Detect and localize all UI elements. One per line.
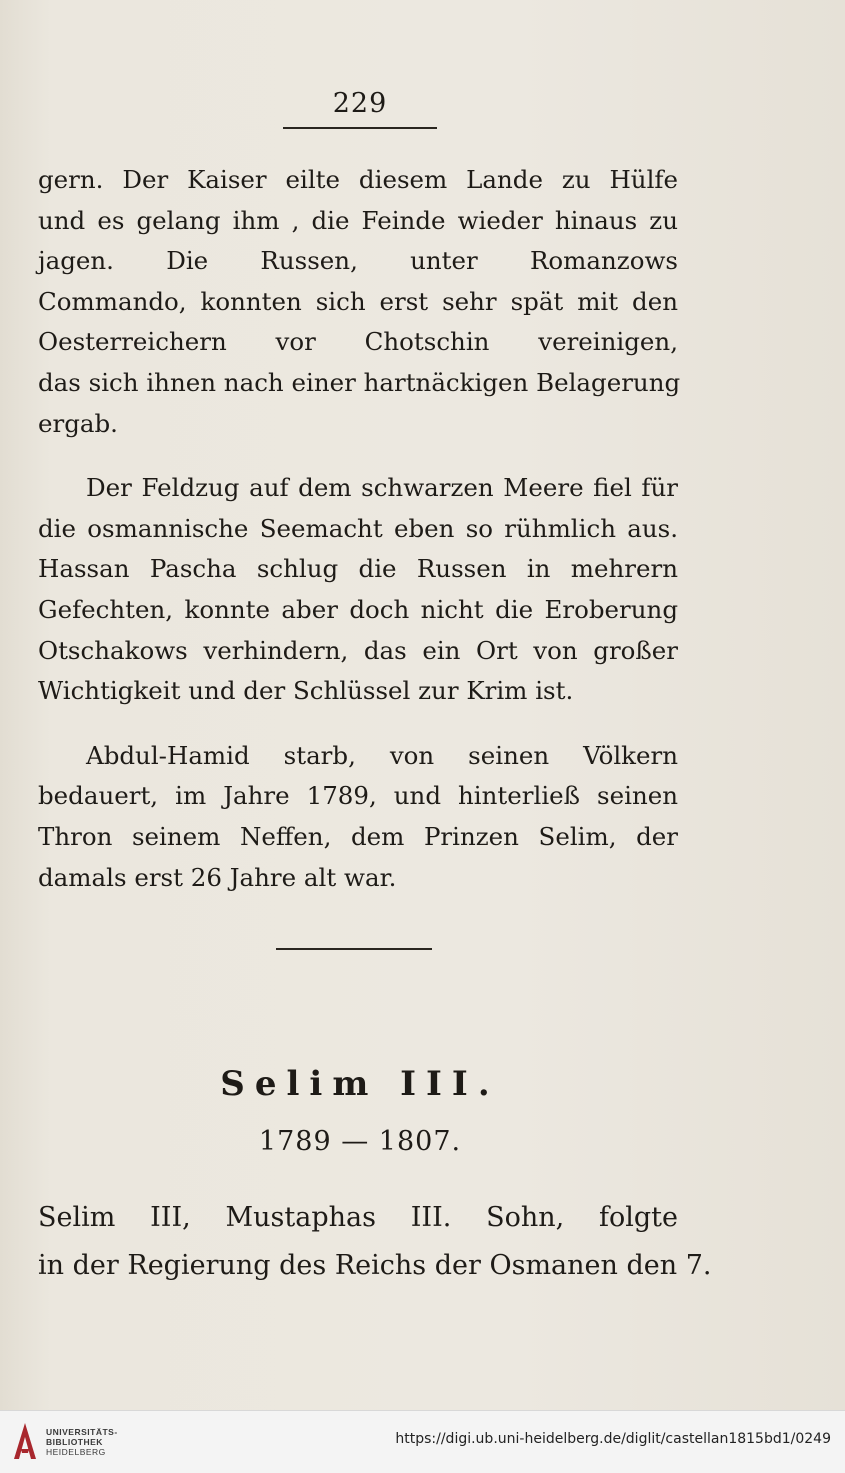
library-logo-icon — [10, 1419, 40, 1463]
text-line: und es gelang ihm , die Feinde wieder hinaus zu — [38, 205, 678, 235]
logo-line: HEIDELBERG — [46, 1447, 106, 1457]
closing-text — [38, 1194, 712, 1290]
text-line: Gefechten, konnte aber doch nicht die Eroberung — [38, 594, 678, 624]
text-line: Wichtigkeit und der Schlüssel zur Krim ist. — [38, 676, 574, 706]
text-line: Thron seinem Neffen, dem Prinzen Selim, der — [38, 821, 678, 851]
header-rule — [283, 127, 437, 129]
page-number: 229 — [332, 88, 388, 119]
library-logo-text — [46, 1427, 118, 1457]
logo-line: UNIVERSITÄTS- — [46, 1427, 118, 1437]
text-line: Abdul-Hamid starb, von seinen Völkern — [86, 740, 678, 770]
text-line: bedauert, im Jahre 1789, und hinterließ seinen — [38, 781, 678, 811]
section-years: 1789 — 1807. — [258, 1126, 462, 1157]
text-line: Der Feldzug auf dem schwarzen Meere fiel für — [86, 473, 678, 503]
text-line: in der Regierung des Reichs der Osmanen den 7. — [38, 1250, 712, 1281]
viewer-footer — [0, 1410, 845, 1473]
section-divider — [276, 948, 432, 950]
text-line: Oesterreichern vor Chotschin vereinigen, — [38, 327, 678, 357]
text-line: ergab. — [38, 408, 118, 438]
logo-line: BIBLIOTHEK — [46, 1437, 103, 1447]
paragraph-1 — [38, 160, 681, 444]
text-line: das sich ihnen nach einer hartnäckigen Belagerung — [38, 367, 681, 397]
body-text — [38, 160, 681, 922]
paragraph-3 — [38, 736, 678, 898]
section-heading: Selim III. — [220, 1064, 500, 1104]
text-line: damals erst 26 Jahre alt war. — [38, 862, 397, 892]
text-line: Hassan Pascha schlug die Russen in mehrern — [38, 554, 678, 584]
paragraph-2 — [38, 468, 678, 712]
text-line: jagen. Die Russen, unter Romanzows — [38, 246, 678, 276]
text-line: gern. Der Kaiser eilte diesem Lande zu Hülfe — [38, 165, 678, 194]
text-line: Selim III, Mustaphas III. Sohn, folgte — [38, 1202, 678, 1233]
text-line: Otschakows verhindern, das ein Ort von großer — [38, 635, 678, 665]
permalink-url[interactable]: https://digi.ub.uni-heidelberg.de/diglit/castellan1815bd1/0249 — [395, 1431, 831, 1447]
text-line: die osmannische Seemacht eben so rühmlich aus. — [38, 513, 678, 543]
text-line: Commando, konnten sich erst sehr spät mit den — [38, 286, 678, 316]
